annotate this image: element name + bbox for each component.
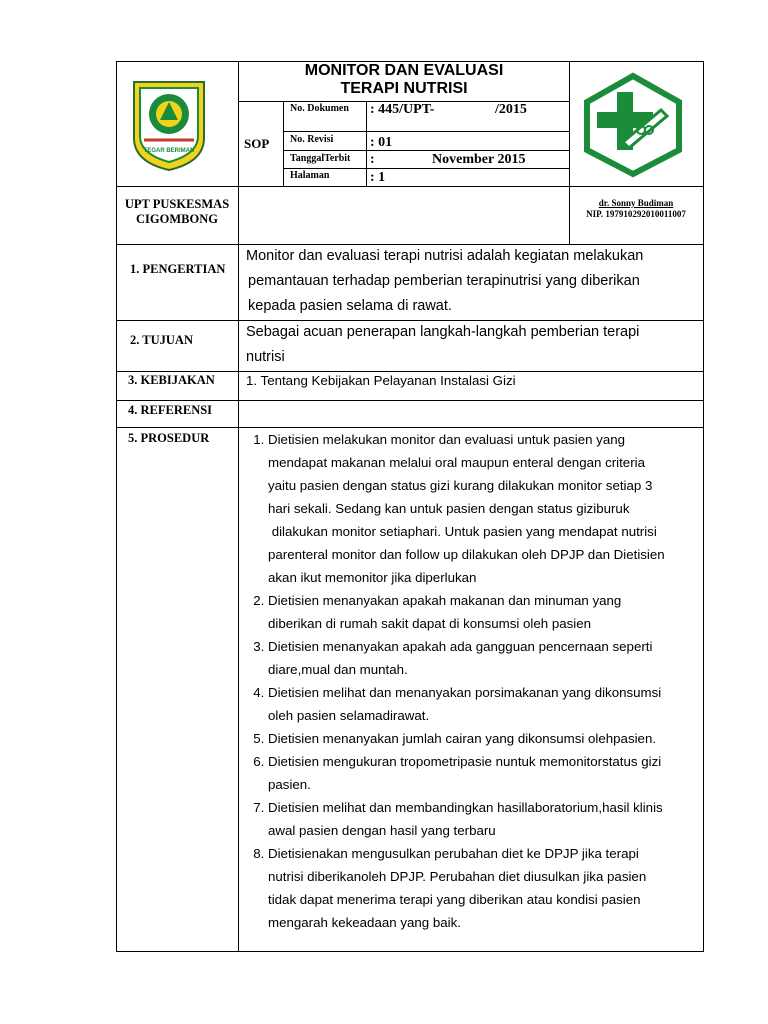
prosedur-item-5: 5. Dietisien menanyakan jumlah cairan yang dikonsumsi olehpasien.: [268, 727, 723, 750]
signer-nip: NIP. 197910292010011007: [586, 209, 686, 219]
tujuan-label: 2. TUJUAN: [130, 333, 193, 347]
title-line-1: MONITOR DAN EVALUASI: [304, 62, 504, 79]
prosedur-item-4: 4. Dietisien melihat dan menanyakan porsimakanan yang dikonsumsi oleh pasien selamadirawat.: [268, 681, 723, 727]
title-line-2: TERAPI NUTRISI: [340, 80, 468, 97]
tujuan-line-1: Sebagai acuan penerapan langkah-langkah pemberian terapi: [246, 324, 640, 340]
referensi-label: 4. REFERENSI: [128, 403, 213, 417]
prosedur-item-6: 6. Dietisien mengukuran tropometripasie nuntuk memonitorstatus gizi pasien.: [268, 750, 723, 796]
pengertian-line-2: pemantauan terhadap pemberian terapinutrisi yang diberikan: [248, 273, 640, 289]
meta-tanggal-value: :: [370, 152, 375, 167]
sop-label: SOP: [244, 136, 270, 151]
kebijakan-label: 3. KEBIJAKAN: [128, 373, 215, 387]
meta-tanggal-label: TanggalTerbit: [290, 153, 351, 164]
document-title: [238, 62, 570, 98]
pengertian-line-1: Monitor dan evaluasi terapi nutrisi adalah kegiatan melakukan: [246, 248, 644, 264]
prosedur-list: [240, 428, 723, 934]
signer-block: [571, 198, 701, 220]
prosedur-item-2: 2. Dietisien menanyakan apakah makanan dan minuman yang diberikan di rumah sakit dapat di konsumsi oleh pasien: [268, 589, 723, 635]
pengertian-content: [246, 244, 701, 319]
tujuan-content: [246, 320, 701, 370]
org-name-line-2: CIGOMBONG: [136, 212, 218, 226]
prosedur-item-1: 1. Dietisien melakukan monitor dan evaluasi untuk pasien yang mendapat makanan melalui oral maupun enteral dengan criteria yaitu pasien dengan status gizi kurang dilakukan monitor setiap 3 hari sekali. Sedang kan untuk pasien dengan status giziburuk dilakukan monitor setiaphari. Untuk pasien yang mendapat nutrisi parenteral monitor dan follow up dilakukan oleh DPJP dan Dietisien akan ikut memonitor jika diperlukan: [268, 428, 723, 589]
prosedur-item-7: 7. Dietisien melihat dan membandingkan hasillaboratorium,hasil klinis awal pasien dengan hasil yang terbaru: [268, 796, 723, 842]
meta-no-revisi-label: No. Revisi: [290, 134, 334, 145]
pengertian-line-3: kepada pasien selama di rawat.: [248, 298, 452, 314]
org-name: [116, 197, 238, 227]
meta-halaman-label: Halaman: [290, 170, 330, 181]
meta-halaman-value: : 1: [370, 170, 386, 185]
signer-name: dr. Sonny Budiman: [598, 198, 674, 208]
kebijakan-item: 1. Tentang Kebijakan Pelayanan Instalasi Gizi: [246, 373, 516, 388]
meta-no-dokumen-label: No. Dokumen: [290, 103, 349, 114]
prosedur-label: 5. PROSEDUR: [128, 431, 210, 445]
tujuan-line-2: nutrisi: [246, 349, 285, 365]
meta-no-dokumen-year: /2015: [495, 102, 527, 117]
puskesmas-logo: [579, 70, 687, 178]
prosedur-item-8: 8. Dietisienakan mengusulkan perubahan diet ke DPJP jika terapi nutrisi diberikanoleh DPJP. Perubahan diet diusulkan jika pasien tidak dapat menerima terapi yang diberikan atau kondisi pasien mengarah kekeadaan yang baik.: [268, 842, 723, 934]
meta-no-revisi-value: : 01: [370, 135, 393, 150]
svg-text:TEGAR BERIMAN: TEGAR BERIMAN: [143, 148, 195, 154]
prosedur-item-3: 3. Dietisien menanyakan apakah ada gangguan pencernaan seperti diare,mual dan muntah.: [268, 635, 723, 681]
meta-tanggal-date: November 2015: [432, 152, 526, 167]
crest-logo: [130, 80, 208, 172]
meta-no-dokumen-value: : 445/UPT-: [370, 102, 435, 117]
org-name-line-1: UPT PUSKESMAS: [124, 197, 230, 211]
pengertian-label: 1. PENGERTIAN: [130, 262, 226, 276]
